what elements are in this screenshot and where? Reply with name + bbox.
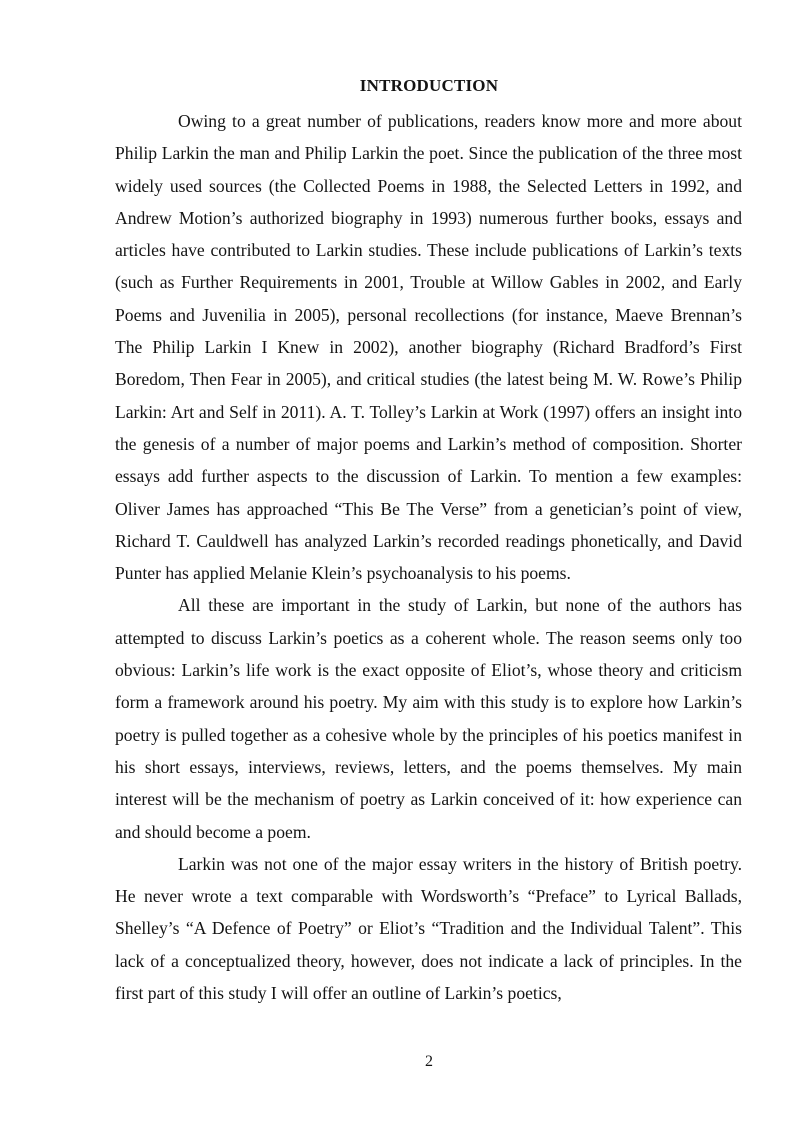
paragraph-3: Larkin was not one of the major essay writers in the history of British poetry. He never wrote a text comparable with Wordsworth’s “Preface” to Lyrical Ballads, Shelley’s “A Defence of Poetry” or Eliot’s “Tradition and the Individual Talent”. This lack of a conceptualized theory, however, does not indicate a lack of principles. In the first part of this study I will offer an outline of Larkin’s poetics,	[115, 853, 742, 1004]
paragraph-1: Owing to a great number of publications, readers know more and more about Philip Larkin the man and Philip Larkin the poet. Since the publication of the three most widely used sources (the Collected Poems in 1988, the Selected Letters in 1992, and Andrew Motion’s authorized biography in 1993) numerous further books, essays and articles have contributed to Larkin studies. These include publications of Larkin’s texts (such as Further Requirements in 2001, Trouble at Willow Gables in 2002, and Early Poems and Juvenilia in 2005), personal recollections (for instance, Maeve Brennan’s The Philip Larkin I Knew in 2002), another biography (Richard Bradford’s First Boredom, Then Fear in 2005), and critical studies (the latest being M. W. Rowe’s Philip Larkin: Art and Self in 2011). A. T. Tolley’s Larkin at Work (1997) offers an insight into the genesis of a number of major poems and Larkin’s method of composition. Shorter essays add further aspects to the discussion of Larkin. To mention a few examples: Oliver James has approached “This Be The Verse” from a genetician’s point of view, Richard T. Cauldwell has analyzed Larkin’s recorded readings phonetically, and David Punter has applied Melanie Klein’s psychoanalysis to his poems.	[115, 111, 742, 584]
section-heading: INTRODUCTION	[359, 76, 499, 95]
page-number: 2	[425, 1053, 433, 1070]
body-text	[115, 105, 742, 1009]
paragraph-2: All these are important in the study of Larkin, but none of the authors has attempted to discuss Larkin’s poetics as a coherent whole. The reason seems only too obvious: Larkin’s life work is the exact opposite of Eliot’s, whose theory and criticism form a framework around his poetry. My aim with this study is to explore how Larkin’s poetry is pulled together as a cohesive whole by the principles of his poetics manifest in his short essays, interviews, reviews, letters, and the poems themselves. My main interest will be the mechanism of poetry as Larkin conceived of it: how experience can and should become a poem.	[115, 595, 742, 842]
